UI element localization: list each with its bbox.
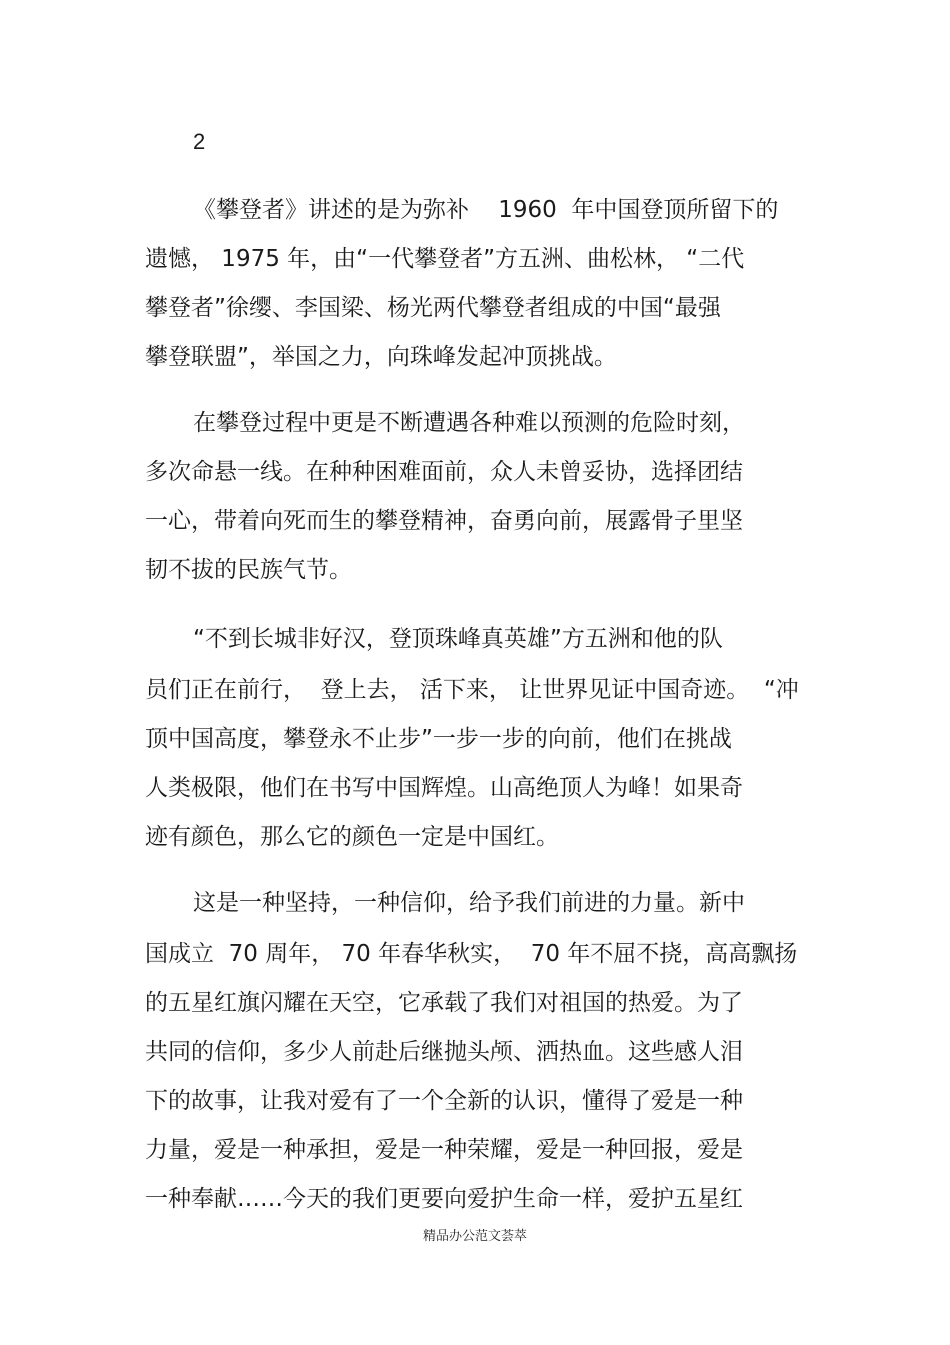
text-line: 攀登者”徐缨、李国梁、杨光两代攀登者组成的中国“最强	[145, 295, 721, 321]
text-line: 在攀登过程中更是不断遭遇各种难以预测的危险时刻，	[193, 410, 745, 436]
text-line: 共同的信仰，多少人前赴后继抛头颅、洒热血。这些感人泪	[145, 1039, 743, 1065]
text-line: 攀登联盟”，举国之力，向珠峰发起冲顶挑战。	[145, 344, 617, 370]
page-footer: 精品办公范文荟萃	[422, 1229, 527, 1244]
text-line: 一心，带着向死而生的攀登精神，奋勇向前，展露骨子里坚	[145, 508, 743, 534]
text-line: 多次命悬一线。在种种困难面前，众人未曾妥协，选择团结	[145, 459, 743, 485]
page-number: 2	[193, 129, 206, 154]
text-line: 国成立 70 周年， 70 年春华秋实， 70 年不屈不挠，高高飘扬	[145, 941, 798, 967]
text-line: 韧不拔的民族气节。	[145, 557, 352, 583]
text-line: 遗憾， 1975 年，由“一代攀登者”方五洲、曲松林， “二代	[145, 246, 745, 272]
text-line: 迹有颜色，那么它的颜色一定是中国红。	[145, 824, 559, 850]
text-line: 顶中国高度，攀登永不止步”一步一步的向前，他们在挑战	[145, 726, 732, 752]
text-line: 一种奉献……今天的我们更要向爱护生命一样，爱护五星红	[145, 1186, 743, 1212]
text-line: 这是一种坚持，一种信仰，给予我们前进的力量。新中	[193, 890, 745, 916]
text-line: 《攀登者》讲述的是为弥补 1960 年中国登顶所留下的	[193, 197, 779, 223]
text-line: 员们正在前行， 登上去， 活下来， 让世界见证中国奇迹。 “冲	[145, 677, 799, 703]
text-line: 的五星红旗闪耀在天空，它承载了我们对祖国的热爱。为了	[145, 990, 743, 1016]
text-line: 下的故事，让我对爱有了一个全新的认识，懂得了爱是一种	[145, 1088, 743, 1114]
text-line: 人类极限，他们在书写中国辉煌。山高绝顶人为峰！如果奇	[145, 775, 743, 801]
text-line: “不到长城非好汉，登顶珠峰真英雄”方五洲和他的队	[193, 626, 723, 652]
text-line: 力量，爱是一种承担，爱是一种荣耀，爱是一种回报，爱是	[145, 1137, 743, 1163]
